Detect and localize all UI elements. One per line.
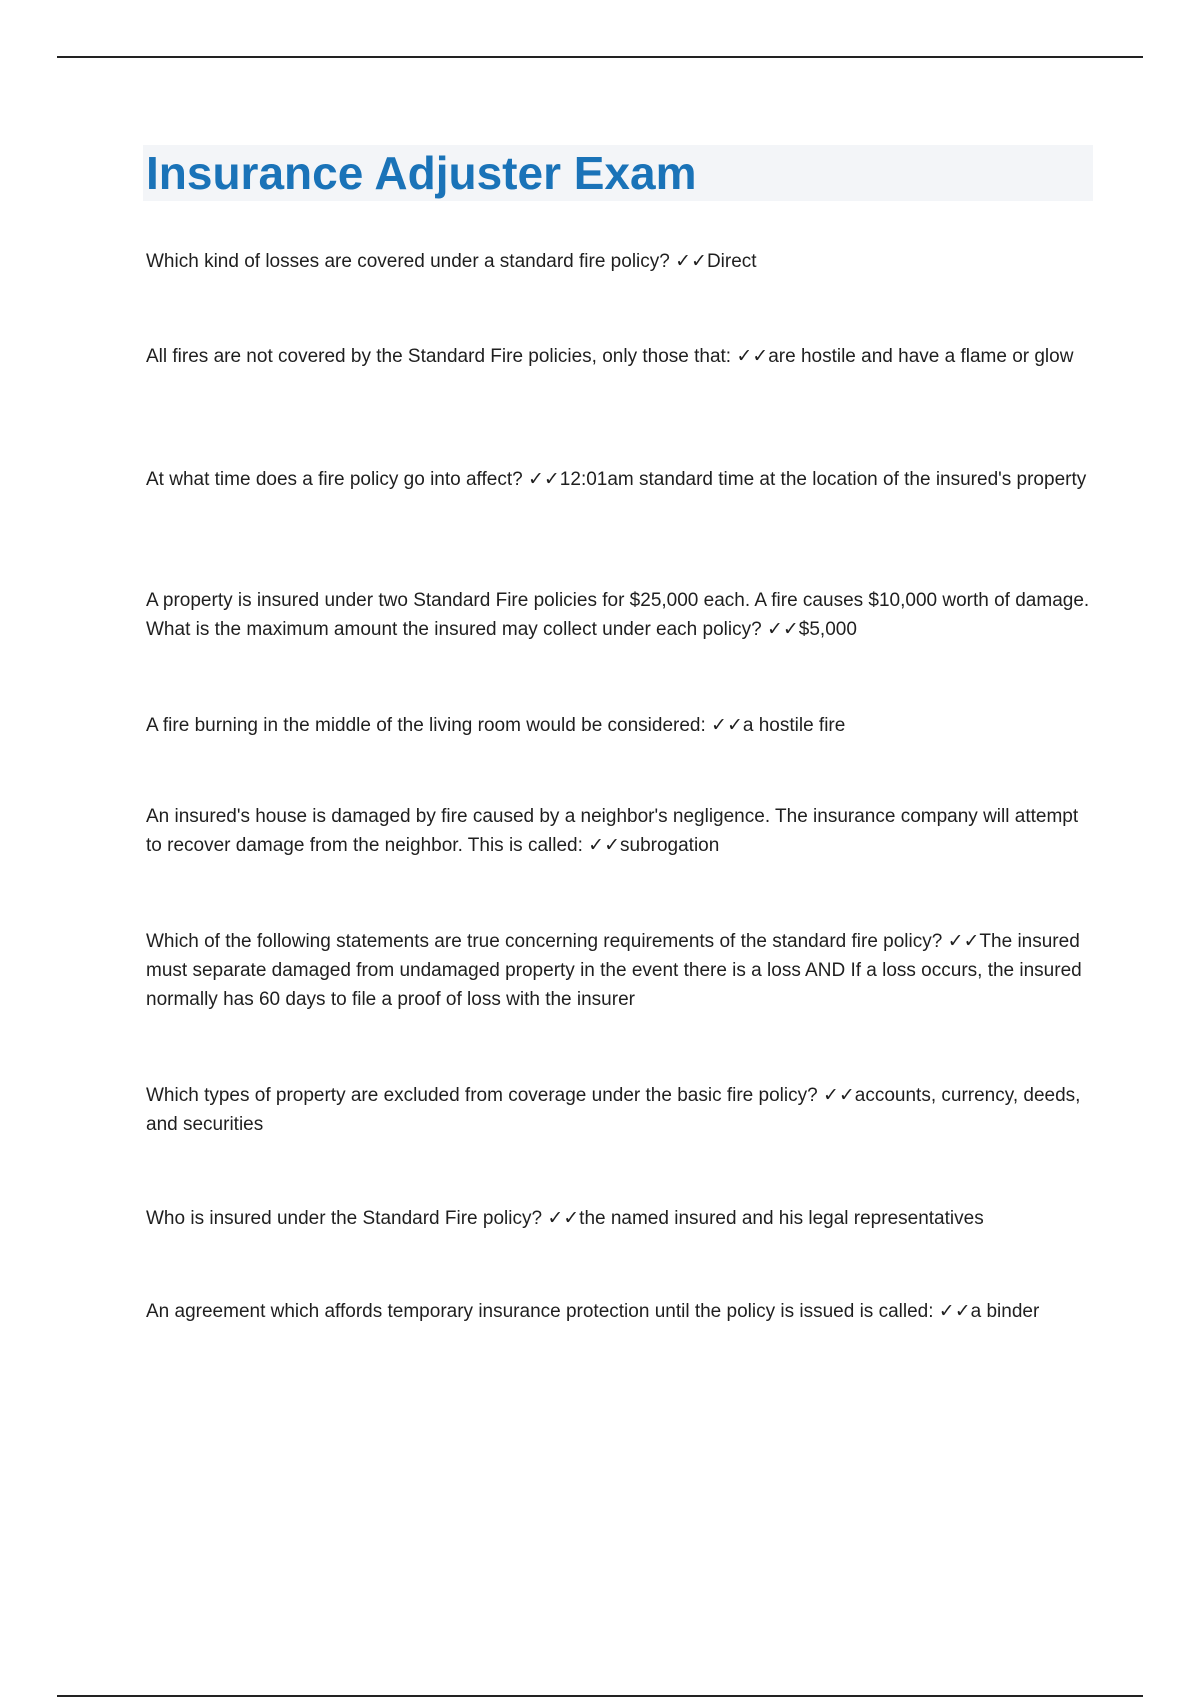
qa-item-5: A fire burning in the middle of the living room would be considered: ✓✓a hostile fire [146, 715, 846, 736]
page-top-rule [57, 56, 1143, 58]
qa-item-3: At what time does a fire policy go into affect? ✓✓12:01am standard time at the location of the insured's property [146, 469, 1087, 490]
qa-item-2: All fires are not covered by the Standard Fire policies, only those that: ✓✓are hostile and have a flame or glow [146, 346, 1074, 367]
qa-item-6: An insured's house is damaged by fire caused by a neighbor's negligence. The insurance company will attempt to recover damage from the neighbor. This is called: ✓✓subrogation [146, 806, 1079, 856]
qa-item-10: An agreement which affords temporary insurance protection until the policy is issued is called: ✓✓a binder [146, 1301, 1040, 1322]
qa-item-9: Who is insured under the Standard Fire policy? ✓✓the named insured and his legal representatives [146, 1208, 984, 1229]
qa-item-8: Which types of property are excluded from coverage under the basic fire policy? ✓✓accounts, currency, deeds, and securities [146, 1085, 1081, 1135]
qa-item-4: A property is insured under two Standard Fire policies for $25,000 each. A fire causes $10,000 worth of damage. What is the maximum amount the insured may collect under each policy? ✓✓$5,000 [146, 590, 1090, 640]
page-bottom-rule [57, 1695, 1143, 1697]
document-title: Insurance Adjuster Exam [146, 147, 697, 199]
qa-item-1: Which kind of losses are covered under a standard fire policy? ✓✓Direct [146, 251, 757, 272]
qa-item-7: Which of the following statements are true concerning requirements of the standard fire policy? ✓✓The insured must separate damaged from undamaged property in the event there is a loss AND If a loss occurs, the insured normally has 60 days to file a proof of loss with the insurer [146, 931, 1082, 1010]
